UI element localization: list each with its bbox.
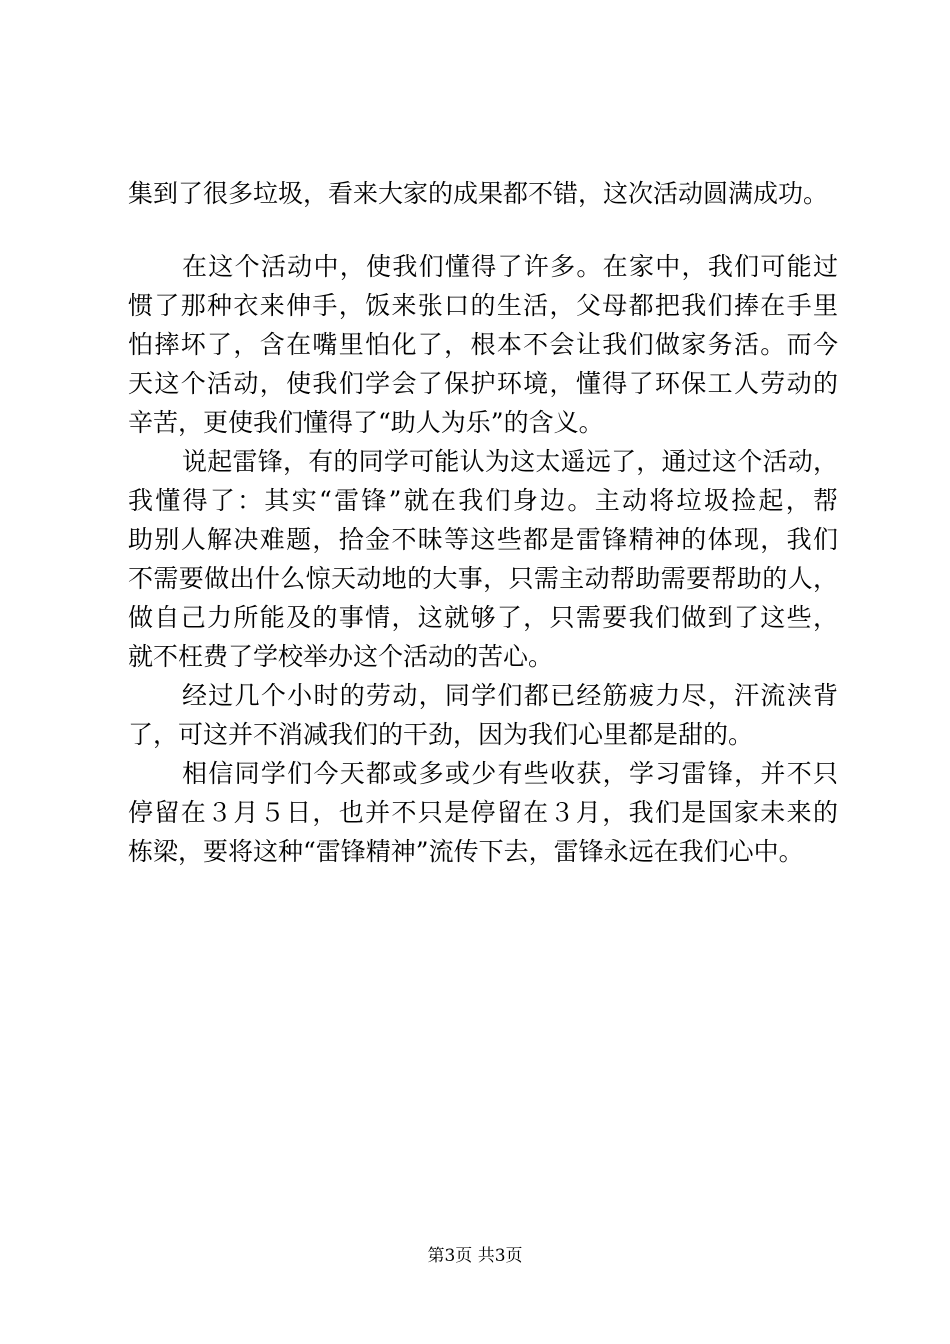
page-footer: 第3页 共3页 (427, 1246, 523, 1266)
paragraph (128, 676, 838, 754)
paragraph (128, 442, 838, 676)
text-line: 我懂得了：其实“雷锋”就在我们身边。主动将垃圾捡起，帮 (128, 486, 838, 515)
text-line: 辛苦，更使我们懂得了“助人为乐”的含义。 (128, 408, 604, 437)
text-line: 栋梁，要将这种“雷锋精神”流传下去，雷锋永远在我们心中。 (128, 837, 804, 866)
text-line: 做自己力所能及的事情，这就够了，只需要我们做到了这些， (128, 603, 838, 632)
text-line: 说起雷锋，有的同学可能认为这太遥远了，通过这个活动， (182, 447, 838, 476)
paragraph-gap (128, 213, 838, 247)
paragraph (128, 174, 838, 213)
text-line: 惯了那种衣来伸手，饭来张口的生活，父母都把我们捧在手里 (128, 291, 838, 320)
text-line: 在这个活动中，使我们懂得了许多。在家中，我们可能过 (182, 252, 838, 281)
paragraph (128, 247, 838, 442)
text-line: 怕摔坏了，含在嘴里怕化了，根本不会让我们做家务活。而今 (128, 330, 838, 359)
text-line: 相信同学们今天都或多或少有些收获，学习雷锋，并不只 (182, 759, 838, 788)
text-line: 不需要做出什么惊天动地的大事，只需主动帮助需要帮助的人， (128, 564, 838, 593)
paragraph (128, 754, 838, 871)
text-line: 就不枉费了学校举办这个活动的苦心。 (128, 642, 554, 671)
document-body (128, 174, 838, 871)
text-line: 停留在３月５日，也并不只是停留在３月，我们是国家未来的 (128, 798, 838, 827)
text-line: 天这个活动，使我们学会了保护环境，懂得了环保工人劳动的 (128, 369, 838, 398)
text-line: 集到了很多垃圾，看来大家的成果都不错，这次活动圆满成功。 (128, 179, 829, 208)
text-line: 助别人解决难题，拾金不昧等这些都是雷锋精神的体现，我们 (128, 525, 838, 554)
text-line: 经过几个小时的劳动，同学们都已经筋疲力尽，汗流浃背 (182, 681, 838, 710)
text-line: 了，可这并不消减我们的干劲，因为我们心里都是甜的。 (128, 720, 754, 749)
